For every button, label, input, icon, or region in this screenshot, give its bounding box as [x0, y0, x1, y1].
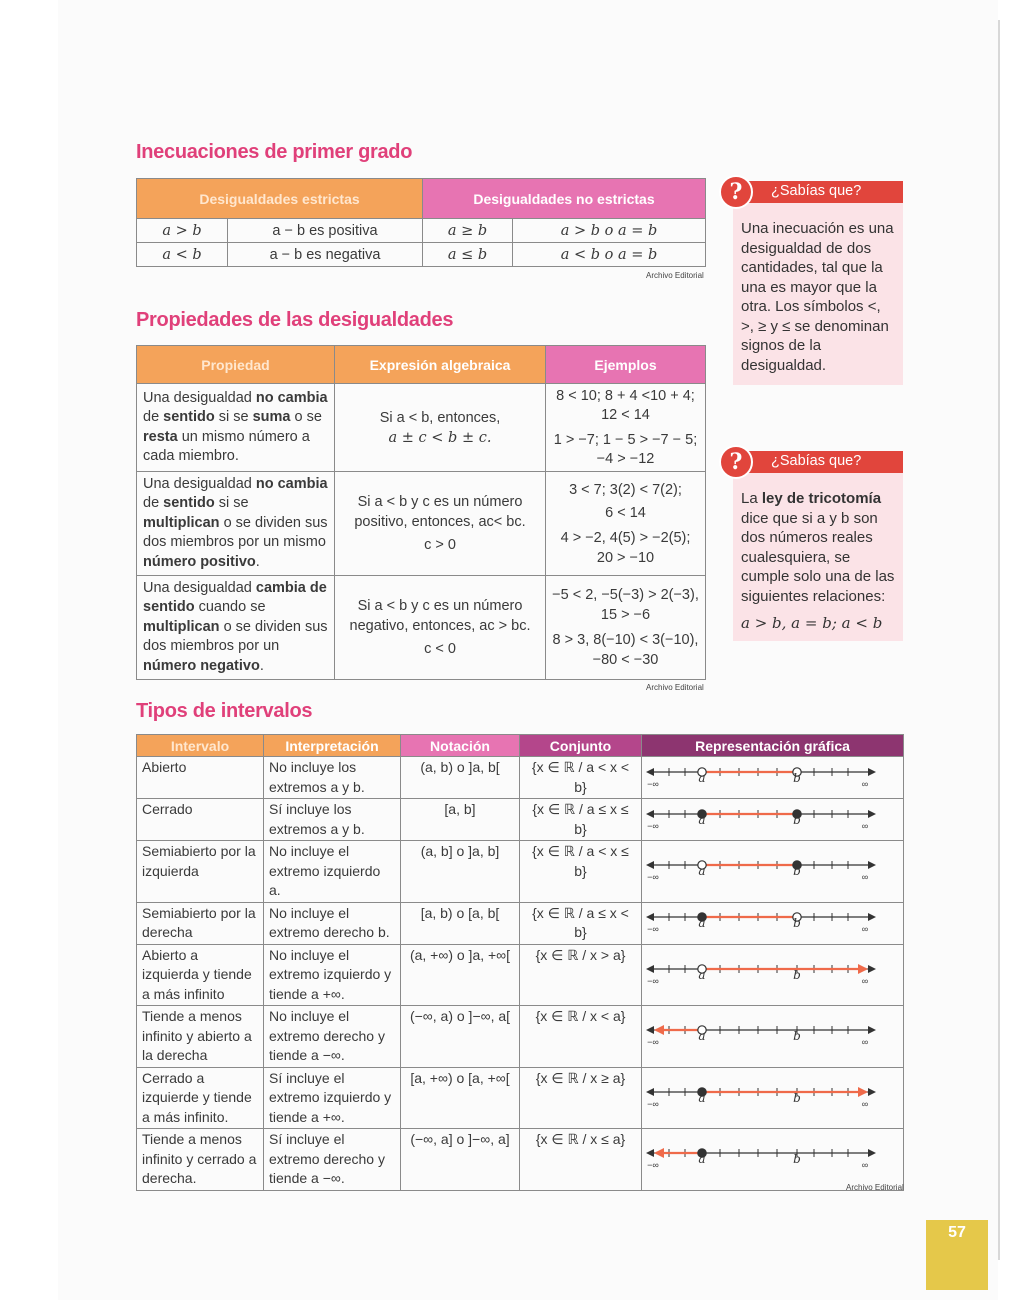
header-representacion: Representación gráfica: [642, 735, 904, 757]
b-label: b: [793, 916, 801, 930]
axis-arrow-right: [868, 965, 876, 973]
cell: a ≥ b: [423, 219, 513, 243]
axis-arrow-left: [646, 768, 654, 776]
b-label: b: [793, 770, 801, 785]
axis-arrow-right: [868, 861, 876, 869]
cell: a ≤ b: [423, 243, 513, 267]
cell: a − b es negativa: [228, 243, 423, 267]
minus-infinity-label: −∞: [647, 1160, 659, 1171]
header-intervalo: Intervalo: [137, 735, 264, 757]
axis-arrow-right: [868, 1026, 876, 1034]
set: {x ∈ ℝ / x < a}: [520, 1006, 642, 1068]
interval-name: Tiende a menos infinito y abierto a la derecha: [137, 1006, 264, 1068]
set: {x ∈ ℝ / a ≤ x ≤ b}: [520, 799, 642, 841]
axis-arrow-left: [646, 1088, 654, 1096]
section-title-intervalos: Tipos de intervalos: [136, 700, 313, 722]
b-label: b: [793, 864, 801, 879]
notation: [a, b) o [a, b[: [401, 902, 520, 944]
a-label: a: [698, 1090, 706, 1105]
a-label: a: [698, 864, 706, 879]
notation: [a, +∞) o [a, +∞[: [401, 1067, 520, 1129]
a-label: a: [698, 1152, 706, 1167]
cell: a − b es positiva: [228, 219, 423, 243]
properties-table: [136, 345, 706, 680]
interpretation: Sí incluye el extremo izquierdo y tiende a +∞.: [264, 1067, 401, 1129]
plus-infinity-label: ∞: [861, 1160, 869, 1171]
sabias-que-box-1: [729, 179, 903, 385]
interval-arrow-left: [654, 1148, 664, 1158]
cell: a > b o a = b: [513, 219, 706, 243]
sabias-que-header: ¿Sabías que?: [723, 451, 903, 473]
interval-name: Semiabierto por la derecha: [137, 902, 264, 944]
page-edge-rule: [998, 20, 1000, 1260]
expression-text: Si a < b y c es un número negativo, entonces, ac > bc. c < 0: [335, 576, 546, 680]
cell: a < b o a = b: [513, 243, 706, 267]
axis-arrow-right: [868, 810, 876, 818]
number-line: [642, 1018, 882, 1054]
property-text: Una desigualdad no cambia de sentido si se suma o se resta un mismo número a cada miembro.: [137, 384, 335, 472]
notation: (a, +∞) o ]a, +∞[: [401, 944, 520, 1006]
interpretation: No incluye el extremo derecho b.: [264, 902, 401, 944]
interval-name: Tiende a menos infinito y cerrado a derecha.: [137, 1129, 264, 1191]
sabias-que-text: La ley de tricotomía dice que si a y b son dos números reales cualesquiera, se cumple solo una de las siguientes relaciones: a > b, a = b; a < b: [741, 490, 895, 632]
a-label: a: [698, 916, 706, 930]
plus-infinity-label: ∞: [861, 820, 869, 831]
plus-infinity-label: ∞: [861, 778, 869, 789]
axis-arrow-left: [646, 913, 654, 921]
number-line-cell: [642, 944, 904, 1006]
number-line: [642, 905, 882, 941]
interpretation: No incluye el extremo izquierdo y tiende a +∞.: [264, 944, 401, 1006]
set: {x ∈ ℝ / a < x ≤ b}: [520, 841, 642, 903]
examples-text: −5 < 2, −5(−3) > 2(−3), 15 > −6 8 > 3, 8(−10) < 3(−10), −80 < −30: [546, 576, 706, 680]
sabias-que-text: Una inecuación es una desigualdad de dos cantidades, tal que la una es mayor que la otra. Los símbolos <, >, ≥ y ≤ se denominan signos de la desigualdad.: [741, 220, 894, 374]
number-line: [642, 1141, 882, 1177]
number-line-cell: [642, 1129, 904, 1191]
intervals-table: [136, 734, 904, 1191]
notation: (a, b) o ]a, b[: [401, 757, 520, 799]
axis-arrow-left: [646, 810, 654, 818]
minus-infinity-label: −∞: [647, 975, 659, 986]
a-label: a: [698, 812, 706, 827]
section-title-inecuaciones: Inecuaciones de primer grado: [136, 141, 413, 163]
plus-infinity-label: ∞: [861, 1037, 869, 1048]
credit: Archivo Editorial: [646, 683, 704, 692]
axis-arrow-right: [868, 913, 876, 921]
interpretation: No incluye el extremo derecho y tiende a −∞.: [264, 1006, 401, 1068]
cell: a > b: [137, 219, 228, 243]
table-row: [137, 757, 904, 799]
table-row: [137, 1129, 904, 1191]
header-no-estrictas: Desigualdades no estrictas: [423, 179, 706, 219]
a-label: a: [698, 967, 706, 982]
credit: Archivo Editorial: [646, 271, 704, 280]
interval-name: Cerrado: [137, 799, 264, 841]
interpretation: No incluye los extremos a y b.: [264, 757, 401, 799]
minus-infinity-label: −∞: [647, 924, 659, 934]
plus-infinity-label: ∞: [861, 924, 869, 934]
plus-infinity-label: ∞: [861, 872, 869, 883]
axis-arrow-right: [868, 1088, 876, 1096]
sabias-que-header: ¿Sabías que?: [723, 181, 903, 203]
set: {x ∈ ℝ / x > a}: [520, 944, 642, 1006]
table-row: [137, 1006, 904, 1068]
b-label: b: [793, 967, 801, 982]
cell: a < b: [137, 243, 228, 267]
table-row: [137, 1067, 904, 1129]
header-ejemplos: Ejemplos: [546, 346, 706, 384]
header-conjunto: Conjunto: [520, 735, 642, 757]
expression-text: Si a < b y c es un número positivo, entonces, ac< bc. c > 0: [335, 472, 546, 576]
axis-arrow-left: [646, 1026, 654, 1034]
interpretation: No incluye el extremo izquierdo a.: [264, 841, 401, 903]
interval-arrow-right: [858, 964, 868, 974]
notation: (−∞, a] o ]−∞, a]: [401, 1129, 520, 1191]
axis-arrow-left: [646, 861, 654, 869]
plus-infinity-label: ∞: [861, 1098, 869, 1109]
a-label: a: [698, 1029, 706, 1044]
table-row: [137, 799, 904, 841]
interval-name: Semiabierto por la izquierda: [137, 841, 264, 903]
number-line: [642, 1080, 882, 1116]
minus-infinity-label: −∞: [647, 872, 659, 883]
plus-infinity-label: ∞: [861, 975, 869, 986]
page-number: 57: [926, 1220, 988, 1290]
b-label: b: [793, 1090, 801, 1105]
header-interpretacion: Interpretación: [264, 735, 401, 757]
minus-infinity-label: −∞: [647, 1037, 659, 1048]
b-label: b: [793, 1152, 801, 1167]
minus-infinity-label: −∞: [647, 778, 659, 789]
question-icon: ?: [719, 445, 753, 479]
notation: [a, b]: [401, 799, 520, 841]
set: {x ∈ ℝ / x ≥ a}: [520, 1067, 642, 1129]
axis-arrow-right: [868, 1149, 876, 1157]
set: {x ∈ ℝ / a ≤ x < b}: [520, 902, 642, 944]
axis-arrow-left: [646, 965, 654, 973]
set: {x ∈ ℝ / x ≤ a}: [520, 1129, 642, 1191]
interpretation: Sí incluye el extremo derecho y tiende a −∞.: [264, 1129, 401, 1191]
set: {x ∈ ℝ / a < x < b}: [520, 757, 642, 799]
table-row: [137, 902, 904, 944]
examples-text: 3 < 7; 3(2) < 7(2); 6 < 14 4 > −2, 4(5) > −2(5); 20 > −10: [546, 472, 706, 576]
number-line: [642, 802, 882, 838]
interval-arrow-left: [654, 1025, 664, 1035]
interpretation: Sí incluye los extremos a y b.: [264, 799, 401, 841]
header-notacion: Notación: [401, 735, 520, 757]
notation: (a, b] o ]a, b]: [401, 841, 520, 903]
sabias-que-box-2: [729, 449, 903, 641]
property-text: Una desigualdad no cambia de sentido si se multiplican o se dividen sus dos miembros por un mismo número positivo.: [137, 472, 335, 576]
examples-text: 8 < 10; 8 + 4 <10 + 4; 12 < 14 1 > −7; 1 − 5 > −7 − 5; −4 > −12: [546, 384, 706, 472]
expression-text: Si a < b, entonces, a ± c < b ± c.: [335, 384, 546, 472]
number-line: [642, 760, 882, 796]
number-line-cell: [642, 1006, 904, 1068]
table-row: [137, 841, 904, 903]
property-text: Una desigualdad cambia de sentido cuando se multiplican o se dividen sus dos miembros por un número negativo.: [137, 576, 335, 680]
strict-inequalities-table: [136, 178, 706, 267]
number-line: [642, 957, 882, 993]
number-line-cell: [642, 799, 904, 841]
minus-infinity-label: −∞: [647, 1098, 659, 1109]
number-line-cell: [642, 757, 904, 799]
interval-name: Cerrado a izquierde y tiende a más infinito.: [137, 1067, 264, 1129]
section-title-propiedades: Propiedades de las desigualdades: [136, 309, 454, 331]
interval-arrow-right: [858, 1087, 868, 1097]
header-propiedad: Propiedad: [137, 346, 335, 384]
b-label: b: [793, 1029, 801, 1044]
number-line-cell: [642, 902, 904, 944]
interval-name: Abierto: [137, 757, 264, 799]
credit: Archivo Editorial: [846, 1183, 904, 1192]
axis-arrow-right: [868, 768, 876, 776]
header-expresion: Expresión algebraica: [335, 346, 546, 384]
question-icon: ?: [719, 175, 753, 209]
number-line: [642, 853, 882, 889]
interval-name: Abierto a izquierda y tiende a más infinito: [137, 944, 264, 1006]
a-label: a: [698, 770, 706, 785]
header-estrictas: Desigualdades estrictas: [137, 179, 423, 219]
number-line-cell: [642, 1067, 904, 1129]
notation: (−∞, a) o ]−∞, a[: [401, 1006, 520, 1068]
table-row: [137, 944, 904, 1006]
b-label: b: [793, 812, 801, 827]
number-line-cell: [642, 841, 904, 903]
minus-infinity-label: −∞: [647, 820, 659, 831]
axis-arrow-left: [646, 1149, 654, 1157]
